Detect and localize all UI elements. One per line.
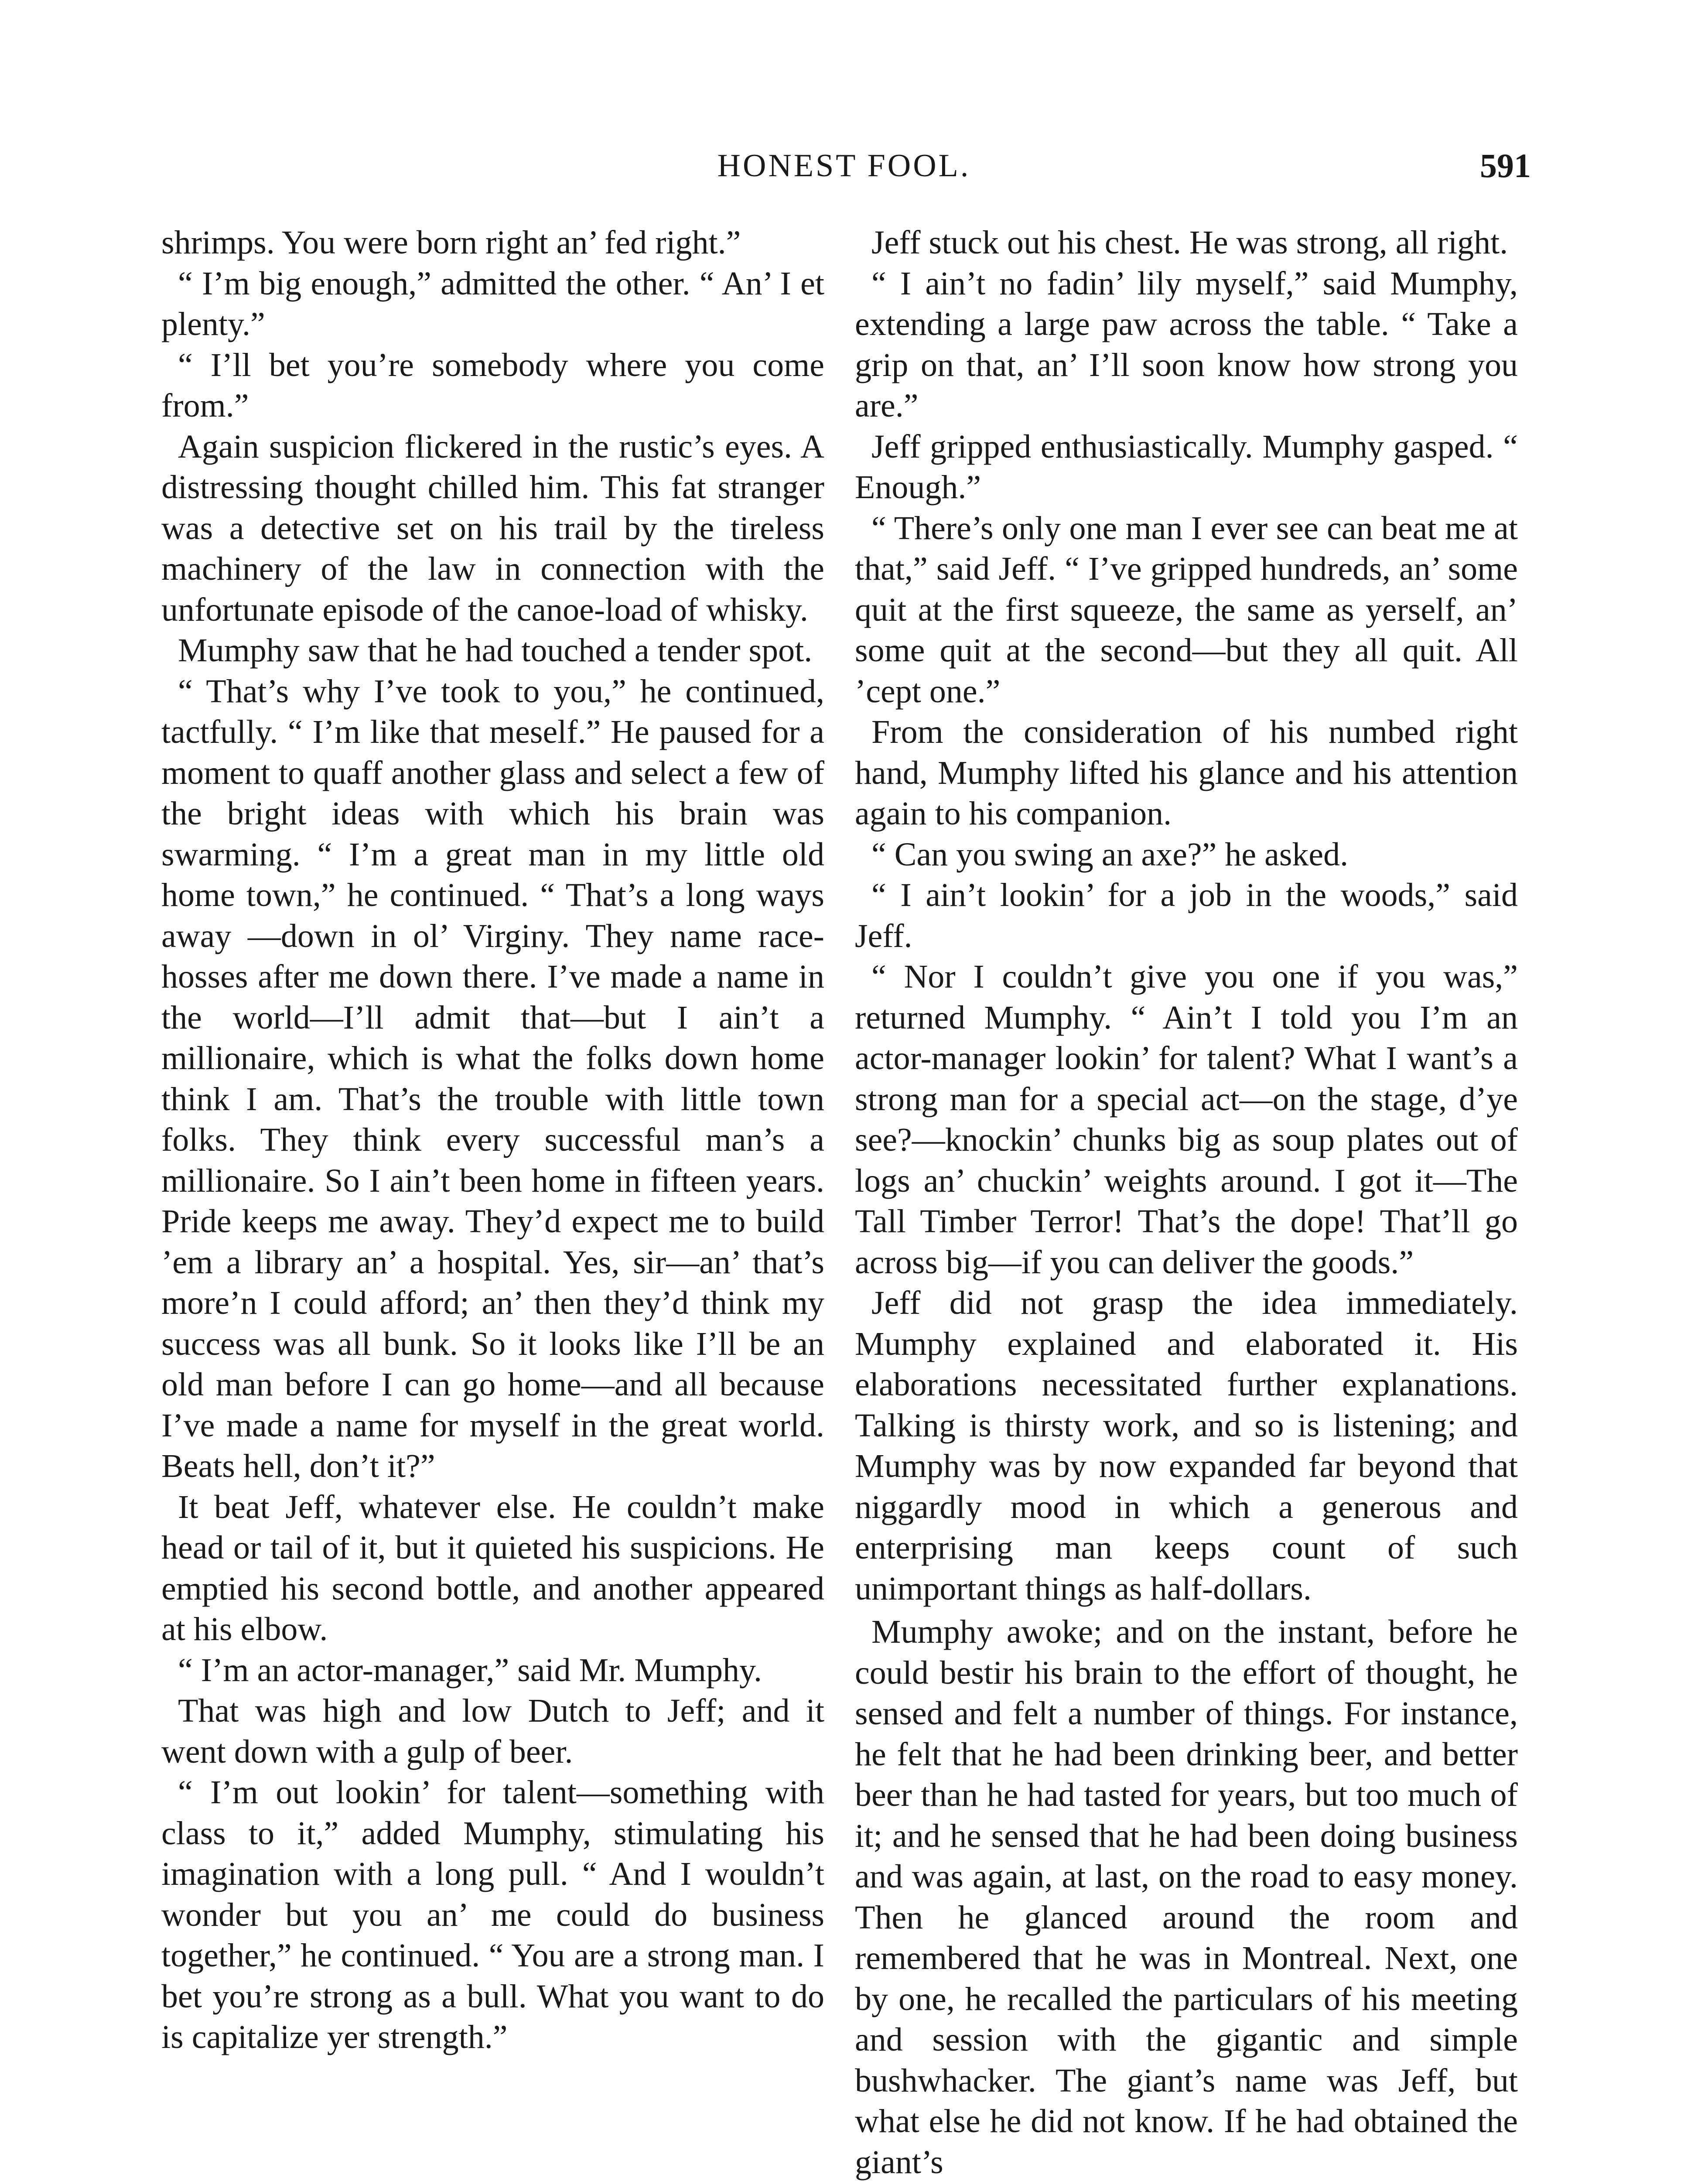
paragraph: “ I’m out lookin’ for talent—something with class to it,” added Mumphy, stimulating his imagination with a long pull. “ And I wouldn’t wonder but you an’ me could do business together,” he continued. “ You are a strong man. I bet you’re strong as a bull. What you want to do is capitalize yer strength.”	[161, 1774, 824, 2055]
paragraph: “ I’ll bet you’re somebody where you come from.”	[161, 346, 824, 424]
paragraph: “ I’m an actor-manager,” said Mr. Mumphy.	[178, 1651, 762, 1689]
paragraph: “ I ain’t no fadin’ lily myself,” said Mumphy, extending a large paw across the table. “ Take a grip on that, an’ I’ll soon know how strong you are.”	[855, 265, 1518, 424]
left-column	[161, 222, 824, 2181]
paragraph: Jeff did not grasp the idea immediately. Mumphy explained and elaborated it. His elaborations necessitated further explanations. Talking is thirsty work, and so is listening; and Mumphy was by now expanded far beyond that niggardly mood in which a generous and enterprising man keeps count of such unimportant things as half-dollars.	[855, 1285, 1518, 1607]
paragraph: “ That’s why I’ve took to you,” he continued, tactfully. “ I’m like that meself.” He paused for a moment to quaff another glass and select a few of the bright ideas with which his brain was swarming. “ I’m a great man in my little old home town,” he continued. “ That’s a long ways away —down in ol’ Virginy. They name race-hosses after me down there. I’ve made a name in the world—I’ll admit that—but I ain’t a millionaire, which is what the folks down home think I am. That’s the trouble with little town folks. They think every successful man’s a millionaire. So I ain’t been home in fifteen years. Pride keeps me away. They’d expect me to build ’em a library an’ a hospital. Yes, sir—an’ that’s more’n I could afford; an’ then they’d think my success was all bunk. So it looks like I’ll be an old man before I can go home—and all because I’ve made a name for myself in the great world. Beats hell, don’t it?”	[161, 673, 824, 1484]
paragraph: That was high and low Dutch to Jeff; and it went down with a gulp of beer.	[161, 1692, 824, 1770]
running-head	[157, 144, 1531, 192]
paragraph: It beat Jeff, whatever else. He couldn’t make head or tail of it, but it quieted his suspicions. He emptied his second bottle, and another appeared at his elbow.	[161, 1488, 824, 1648]
page-number: 591	[1480, 147, 1531, 185]
paragraph: “ Nor I couldn’t give you one if you was,” returned Mumphy. “ Ain’t I told you I’m an actor-manager lookin’ for talent? What I want’s a strong man for a special act—on the stage, d’ye see?—knockin’ chunks big as soup plates out of logs an’ chuckin’ weights around. I got it—The Tall Timber Terror! That’s the dope! That’ll go across big—if you can deliver the goods.”	[855, 958, 1518, 1281]
paragraph: Jeff gripped enthusiastically. Mumphy gasped. “ Enough.”	[855, 428, 1518, 506]
paragraph: “ I ain’t lookin’ for a job in the woods,” said Jeff.	[855, 877, 1518, 954]
paragraph: “ Can you swing an axe?” he asked.	[871, 836, 1349, 873]
paragraph: Mumphy saw that he had touched a tender spot.	[178, 632, 813, 669]
paragraph: shrimps. You were born right an’ fed right.”	[161, 224, 741, 261]
paragraph: Again suspicion flickered in the rustic’s eyes. A distressing thought chilled him. This fat stranger was a detective set on his trail by the tireless machinery of the law in connection with the unfortunate episode of the canoe-load of whisky.	[161, 428, 824, 628]
running-title: HONEST FOOL.	[717, 148, 971, 184]
paragraph: Mumphy awoke; and on the instant, before he could bestir his brain to the effort of thought, he sensed and felt a number of things. For instance, he felt that he had been drinking beer, and better beer than he had tasted for years, but too much of it; and he sensed that he had been doing business and was again, at last, on the road to easy money. Then he glanced around the room and remembered that he was in Montreal. Next, one by one, he recalled the particulars of his meeting and session with the gigantic and simple bushwhacker. The giant’s name was Jeff, but what else he did not know. If he had obtained the giant’s	[855, 1614, 1518, 2181]
paragraph: “ There’s only one man I ever see can beat me at that,” said Jeff. “ I’ve gripped hundreds, an’ some quit at the first squeeze, the same as yerself, an’ some quit at the second—but they all quit. All ’cept one.”	[855, 509, 1518, 710]
paragraph: “ I’m big enough,” admitted the other. “ An’ I et plenty.”	[161, 265, 824, 342]
right-column	[855, 222, 1518, 2181]
paragraph: From the consideration of his numbed right hand, Mumphy lifted his glance and his attention again to his companion.	[855, 714, 1518, 832]
paragraph: Jeff stuck out his chest. He was strong, all right.	[871, 224, 1508, 261]
